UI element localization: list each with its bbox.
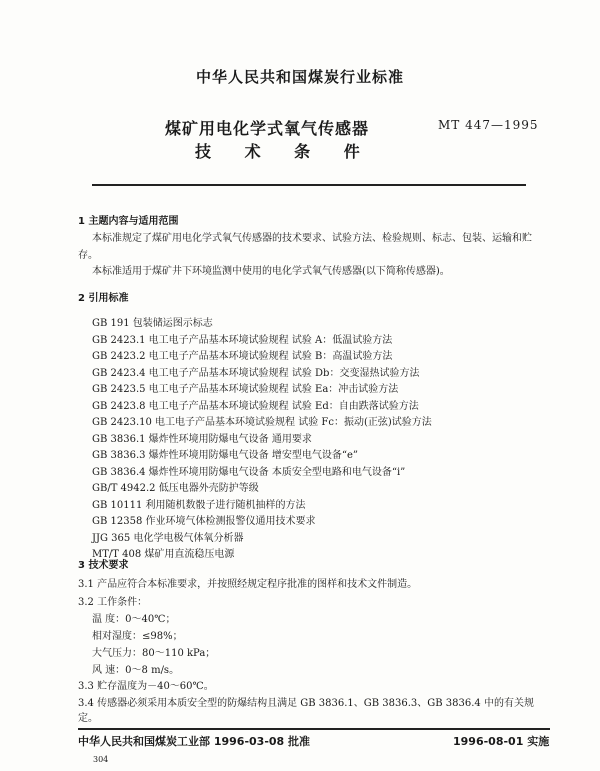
section-3-heading: 3 技术要求	[78, 560, 129, 571]
reference-item: GB 2423.5 电工电子产品基本环境试验规程 试验 Ea：冲击试验方法	[92, 384, 399, 395]
issuer-line: 中华人民共和国煤炭工业部 1996-03-08 批准	[78, 735, 311, 748]
reference-item: GB 3836.1 爆炸性环境用防爆电气设备 通用要求	[92, 433, 312, 445]
standard-name: 中华人民共和国煤炭行业标准	[195, 68, 404, 86]
section-1-paragraph-2: 本标准适用于煤矿井下环境监测中使用的电化学式氧气传感器(以下简称传感器)。	[92, 266, 450, 277]
clause-3-4-cont: 定。	[78, 713, 98, 724]
reference-item: GB/T 4942.2 低压电器外壳防护等级	[92, 483, 259, 494]
condition-temperature: 温 度：0～40℃；	[92, 614, 176, 625]
reference-item: GB 3836.4 爆炸性环境用防爆电气设备 本质安全型电路和电气设备“i”	[92, 466, 406, 478]
clause-3-1: 3.1 产品应符合本标准要求，并按照经规定程序批准的图样和技术文件制造。	[78, 579, 418, 590]
footer-rule	[78, 728, 550, 730]
clause-3-4: 3.4 传感器必须采用本质安全型的防爆结构且满足 GB 3836.1、GB 3836.3、GB 3836.4 中的有关规	[78, 698, 534, 709]
reference-item: GB 2423.4 电工电子产品基本环境试验规程 试验 Db：交变湿热试验方法	[92, 367, 420, 379]
reference-item: GB 2423.8 电工电子产品基本环境试验规程 试验 Ed：自由跌落试验方法	[92, 400, 419, 412]
reference-item: GB 2423.1 电工电子产品基本环境试验规程 试验 A：低温试验方法	[92, 334, 393, 346]
reference-item: GB 2423.10 电工电子产品基本环境试验规程 试验 Fc：振动(正弦)试验方法	[92, 417, 432, 428]
document-subtitle: 技 术 条 件	[195, 142, 374, 161]
page-number: 304	[93, 755, 109, 764]
reference-item: MT/T 408 煤矿用直流稳压电源	[92, 549, 235, 560]
clause-3-2: 3.2 工作条件：	[78, 597, 148, 608]
reference-item: GB 3836.3 爆炸性环境用防爆电气设备 增安型电气设备“e”	[92, 450, 359, 461]
effective-date: 1996-08-01 实施	[453, 735, 550, 748]
section-1-paragraph-1: 本标准规定了煤矿用电化学式氧气传感器的技术要求、试验方法、检验规则、标志、包装、运输和贮	[92, 233, 532, 244]
reference-item: GB 12358 作业环境气体检测报警仪通用技术要求	[92, 516, 316, 527]
condition-pressure: 大气压力：80～110 kPa；	[92, 648, 216, 659]
document-title: 煤矿用电化学式氧气传感器	[165, 119, 370, 138]
reference-item: GB 191 包装储运图示标志	[92, 318, 213, 329]
section-1-paragraph-1-cont: 存。	[78, 250, 98, 261]
condition-wind: 风 速：0～8 m/s。	[92, 665, 180, 676]
section-1-heading: 1 主题内容与适用范围	[78, 216, 179, 227]
reference-item: GB 2423.2 电工电子产品基本环境试验规程 试验 B：高温试验方法	[92, 351, 393, 362]
reference-item: JJG 365 电化学电极气体氧分析器	[92, 532, 244, 544]
standard-code: MT 447—1995	[438, 118, 539, 132]
section-2-heading: 2 引用标准	[78, 293, 129, 304]
header-rule	[92, 184, 526, 186]
clause-3-3: 3.3 贮存温度为－40～60℃。	[78, 681, 214, 692]
condition-humidity: 相对湿度：≤98%；	[92, 631, 183, 642]
reference-item: GB 10111 利用随机数骰子进行随机抽样的方法	[92, 499, 306, 511]
